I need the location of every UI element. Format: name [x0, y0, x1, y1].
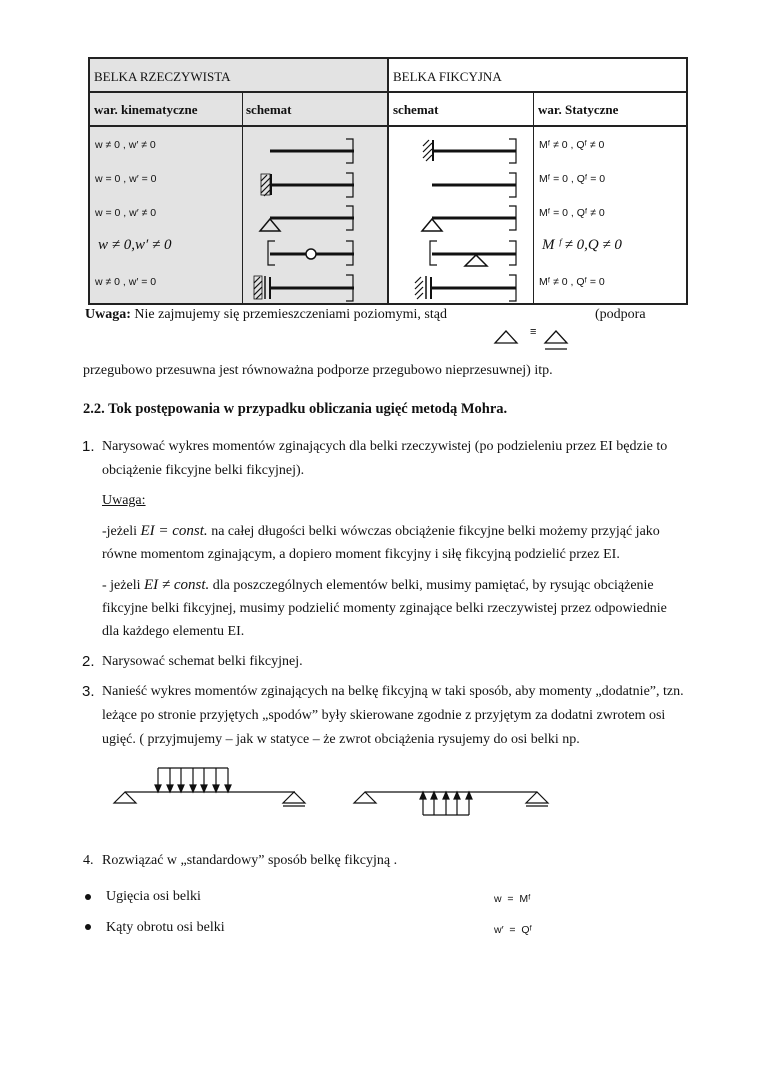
- bullet-icon: [85, 894, 91, 900]
- sub-item: [102, 521, 660, 542]
- note-paragraph: [85, 305, 447, 325]
- sub-item-prefix: -jeżeli: [102, 524, 141, 539]
- column-real-scheme: schemat: [246, 102, 292, 117]
- kinematic-condition: w ≠ 0 , w′ = 0: [95, 276, 157, 288]
- bullet-icon: [85, 924, 91, 930]
- column-static: war. Statyczne: [538, 102, 619, 117]
- upward-load-beam-diagram-icon: [352, 765, 552, 825]
- step-text: Nanieść wykres momentów zginających na belkę fikcyjną w taki sposób, aby momenty „dodatnie”, tzn.: [102, 684, 684, 699]
- formula-rhs: Mᶠ: [519, 893, 531, 905]
- result-label: Ugięcia osi belki: [106, 889, 201, 904]
- fictitious-beam-subheader: [389, 93, 686, 127]
- fictitious-beam-rows: [389, 127, 686, 303]
- step-number: 3.: [82, 683, 95, 700]
- sub-item-text: równe momentom zginającym, a dopiero moment fikcyjny i siłę fikcyjną podzielić przez EI.: [102, 547, 620, 562]
- downward-load-beam-diagram-icon: [110, 765, 310, 810]
- step-text: Narysować wykres momentów zginających dla belki rzeczywistej (po podzieleniu przez EI będzie to: [102, 439, 668, 454]
- static-condition: Mᶠ = 0 , Qᶠ ≠ 0: [539, 207, 605, 219]
- note-text: Nie zajmujemy się przemieszczeniami poziomymi, stąd: [130, 307, 447, 322]
- real-beam-subheader: [90, 93, 387, 127]
- note-label: Uwaga:: [85, 307, 131, 322]
- sub-item-prefix: - jeżeli: [102, 578, 144, 593]
- static-condition: Mᶠ ≠ 0 , Qᶠ ≠ 0: [539, 139, 605, 151]
- step-text: ugięć. ( przyjmujemy – jak w statyce – że zwrot obciążenia rysujemy do osi belki np.: [102, 732, 580, 747]
- real-beam-schemes-icon: [242, 127, 387, 305]
- sub-item-text: na całej długości belki wówczas obciążenie fikcyjne belki możemy przyjąć jako: [207, 524, 660, 539]
- sub-item-text: fikcyjne belki fikcyjnej, musimy podzielić momenty zginające belki rzeczywistej przez odpowiednie: [102, 601, 667, 616]
- section-heading: 2.2. Tok postępowania w przypadku obliczania ugięć metodą Mohra.: [83, 401, 508, 417]
- formula-rhs: Qᶠ: [521, 924, 532, 936]
- step-text: Narysować schemat belki fikcyjnej.: [102, 654, 303, 669]
- result-formula: w = Mᶠ: [494, 893, 531, 905]
- real-beam-rows: [90, 127, 387, 303]
- formula-lhs: w′: [494, 924, 504, 936]
- note-text-after: (podpora: [595, 307, 646, 322]
- support-equivalence-icon: [493, 322, 573, 354]
- real-beam-header: BELKA RZECZYWISTA: [90, 59, 387, 93]
- column-kinematic: war. kinematyczne: [94, 102, 198, 117]
- math-expression: EI ≠ const.: [143, 577, 210, 593]
- conjugate-beam-table: [88, 57, 688, 305]
- fictitious-beam-header: BELKA FIKCYJNA: [389, 59, 686, 93]
- step-number: 1.: [82, 438, 95, 455]
- sub-item-text: dla poszczególnych elementów belki, musimy pamiętać, by rysując obciążenie: [209, 578, 654, 593]
- step-text: obciążenie fikcyjne belki fikcyjnej).: [102, 463, 305, 478]
- kinematic-condition: w ≠ 0,w′ ≠ 0: [98, 237, 172, 253]
- step-number: 4.: [83, 853, 94, 868]
- static-condition: M ᶠ ≠ 0,Q ≠ 0: [542, 237, 622, 253]
- result-formula: w′ = Qᶠ: [494, 924, 532, 936]
- sub-item-text: dla każdego elementu EI.: [102, 624, 245, 639]
- column-fictitious-scheme: schemat: [393, 102, 439, 117]
- fictitious-beam-section: [387, 59, 686, 303]
- note-continuation: przegubowo przesuwna jest równoważna podporze przegubowo nieprzesuwnej) itp.: [83, 363, 553, 378]
- formula-lhs: w: [494, 893, 502, 905]
- real-beam-section: [90, 59, 387, 303]
- equivalence-symbol: ≡: [530, 326, 537, 338]
- step-sub-label: Uwaga:: [102, 493, 146, 508]
- kinematic-condition: w ≠ 0 , w′ ≠ 0: [95, 139, 156, 151]
- step-number: 2.: [82, 653, 95, 670]
- step-text: Rozwiązać w „standardowy” sposób belkę fikcyjną .: [102, 853, 398, 868]
- result-label: Kąty obrotu osi belki: [106, 920, 225, 935]
- kinematic-condition: w = 0 , w′ ≠ 0: [95, 207, 157, 219]
- static-condition: Mᶠ ≠ 0 , Qᶠ = 0: [539, 276, 605, 288]
- static-condition: Mᶠ = 0 , Qᶠ = 0: [539, 173, 606, 185]
- math-expression: EI = const.: [140, 523, 208, 539]
- fictitious-beam-schemes-icon: [389, 127, 534, 305]
- sub-item: [102, 575, 654, 596]
- kinematic-condition: w = 0 , w′ = 0: [95, 173, 157, 185]
- step-text: leżące po stronie przyjętych „spodów” były skierowane zgodnie z przyjętym za dodatni zwrotem osi: [102, 708, 666, 723]
